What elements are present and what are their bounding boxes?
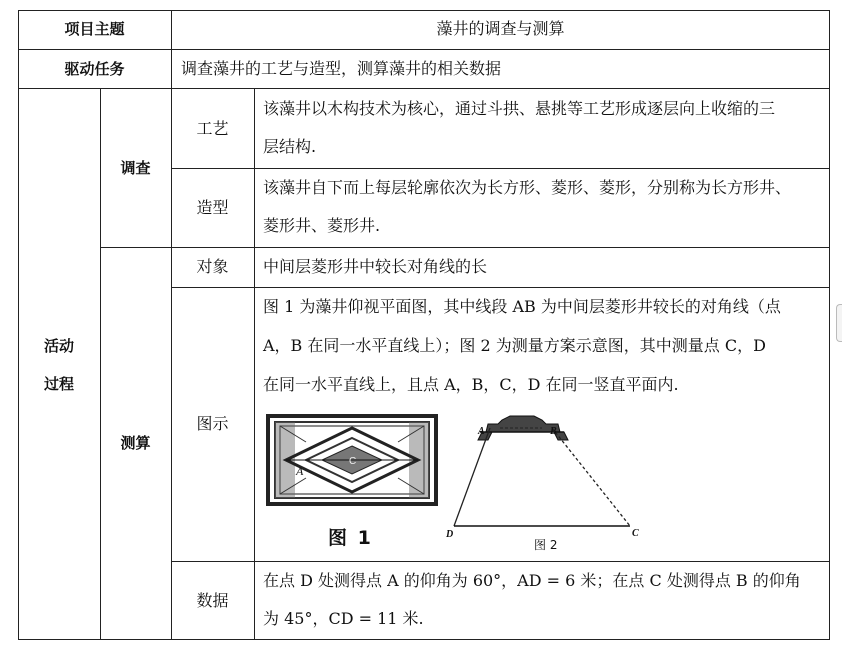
- page-edge-tab: [836, 304, 842, 342]
- row-divider: [18, 49, 830, 50]
- fig2-label-a: A: [478, 426, 485, 437]
- diagram-text-line3: 在同一水平直线上，且点 A，B，C，D 在同一竖直平面内.: [263, 375, 679, 394]
- diagram-text-line1: 图 1 为藻井仰视平面图，其中线段 AB 为中间层菱形井较长的对角线（点: [263, 297, 781, 316]
- shape-text-line2: 菱形井、菱形井.: [263, 216, 381, 235]
- task-value: 调查藻井的工艺与造型，测算藻井的相关数据: [181, 59, 502, 78]
- figure-1-ceiling-plan: [266, 414, 438, 508]
- topic-label: 项目主题: [64, 20, 125, 38]
- object-label: 对象: [196, 257, 229, 276]
- col-divider: [254, 88, 255, 640]
- figure-2-measurement-diagram: [440, 410, 650, 540]
- data-text-line1: 在点 D 处测得点 A 的仰角为 60°，AD = 6 米；在点 C 处测得点 B 的仰角: [263, 571, 801, 590]
- diagram-text-line2: A，B 在同一水平直线上）；图 2 为测量方案示意图，其中测量点 C，D: [263, 336, 766, 355]
- row-divider: [171, 287, 830, 288]
- fig2-label-c: C: [632, 528, 639, 539]
- craft-text-line2: 层结构.: [263, 137, 317, 156]
- measure-label: 测算: [120, 434, 151, 452]
- topic-value: 藻井的调查与测算: [436, 19, 565, 38]
- shape-text-line1: 该藻井自下而上每层轮廓依次为长方形、菱形、菱形，分别称为长方形井、: [263, 178, 792, 197]
- fig2-label-d: D: [446, 529, 454, 540]
- data-label: 数据: [196, 591, 229, 610]
- row-divider: [100, 247, 830, 248]
- task-label: 驱动任务: [64, 60, 125, 78]
- activity-label-line1: 活动: [43, 337, 74, 355]
- shape-label: 造型: [196, 198, 229, 217]
- fig2-label-b: B: [550, 426, 557, 437]
- craft-label: 工艺: [196, 119, 229, 138]
- row-divider: [18, 88, 830, 89]
- figure-1-caption: 图 1: [328, 527, 373, 549]
- activity-label-line2: 过程: [43, 375, 74, 393]
- data-text-line2: 为 45°，CD = 11 米.: [263, 609, 424, 628]
- row-divider: [171, 168, 830, 169]
- object-text: 中间层菱形井中较长对角线的长: [263, 257, 488, 276]
- fig1-label-c: C: [349, 456, 357, 467]
- row-divider: [171, 561, 830, 562]
- survey-label: 调查: [120, 159, 151, 177]
- diagram-label: 图示: [196, 414, 229, 433]
- craft-text-line1: 该藻井以木构技术为核心，通过斗拱、悬挑等工艺形成逐层向上收缩的三: [263, 99, 776, 118]
- col-divider: [171, 10, 172, 640]
- figure-2-caption: 图 2: [534, 538, 558, 552]
- fig1-label-a: A: [296, 464, 304, 478]
